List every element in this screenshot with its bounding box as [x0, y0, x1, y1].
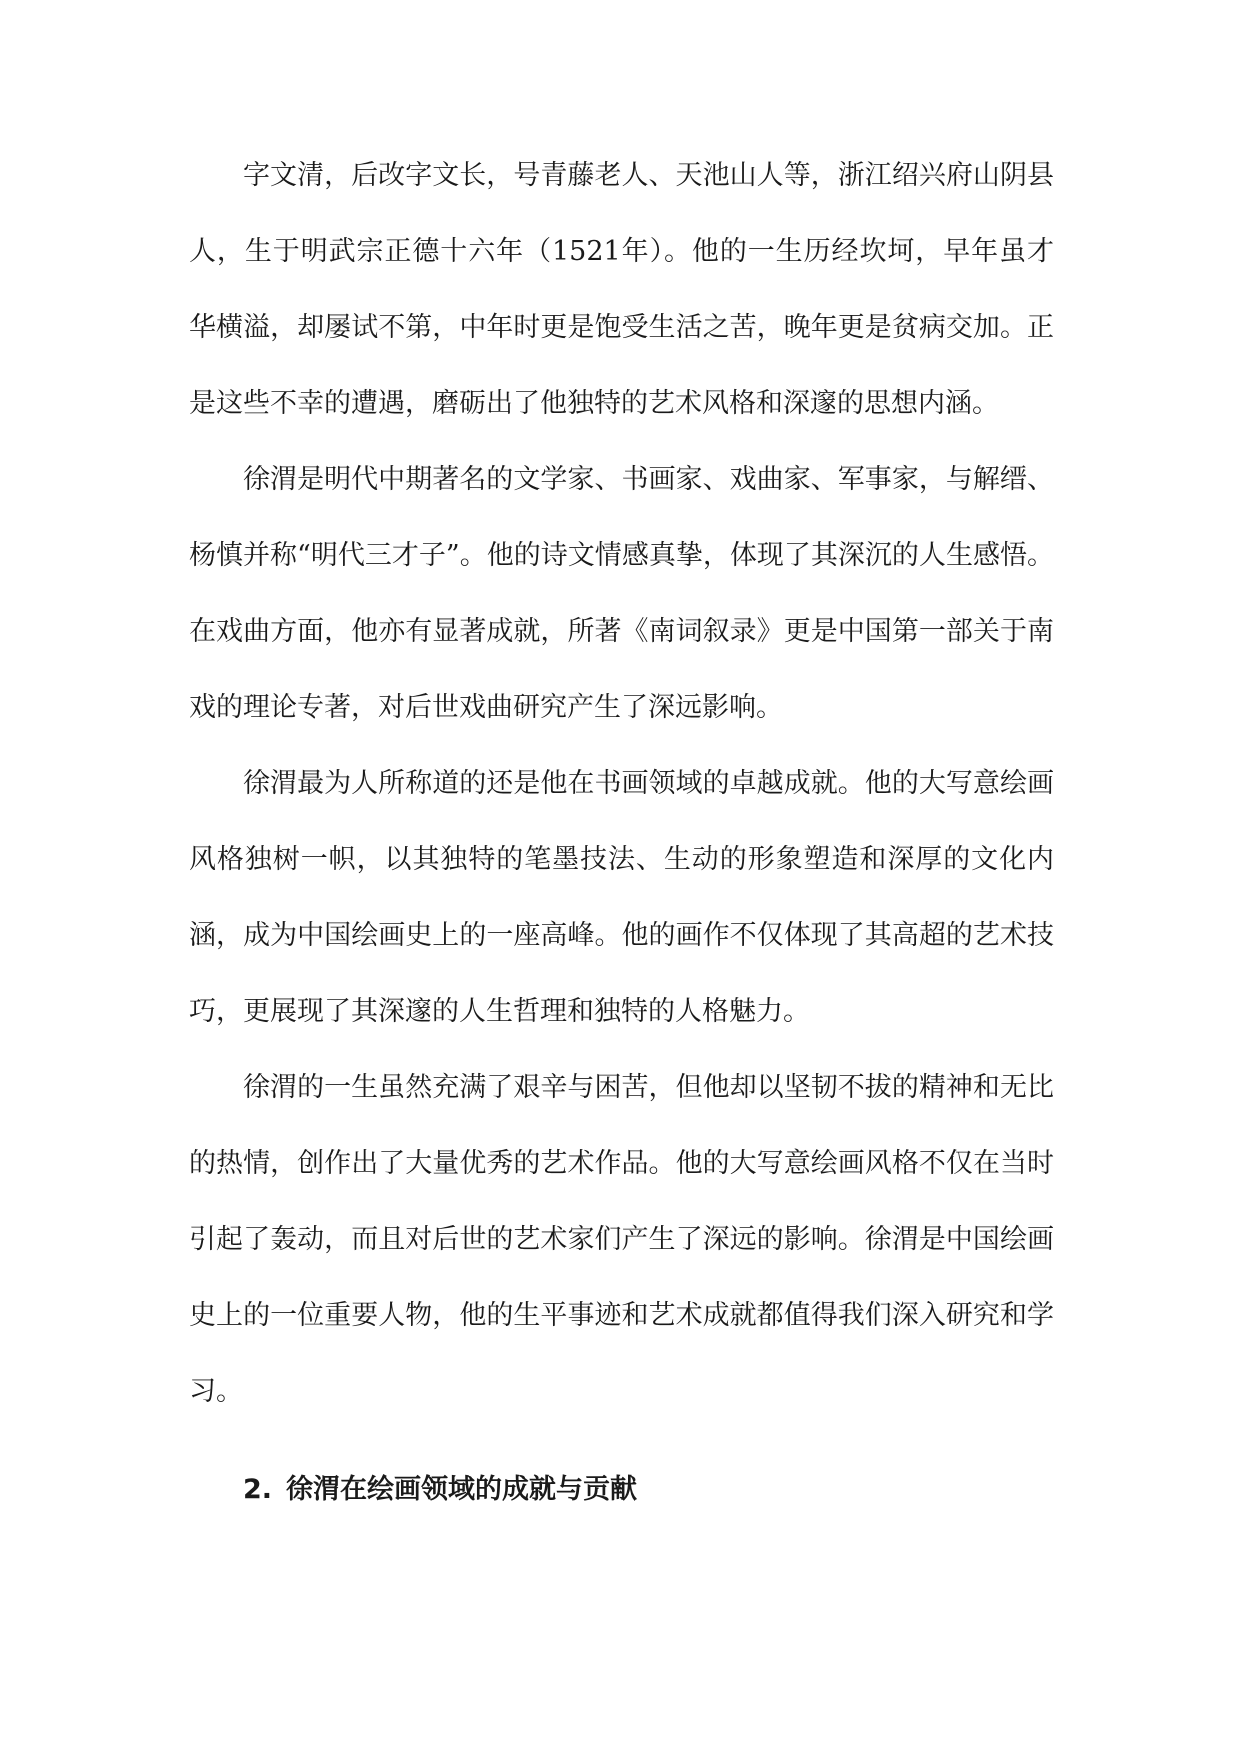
paragraph-biography: 字文清，后改字文长，号青藤老人、天池山人等，浙江绍兴府山阴县人，生于明武宗正德十六年（1521年）。他的一生历经坎坷，早年虽才华横溢，却屡试不第，中年时更是饱受生活之苦，晚年更是贫病交加。正是这些不幸的遭遇，磨砺出了他独特的艺术风格和深邃的思想内涵。 — [189, 160, 1054, 419]
paragraph-legacy: 徐渭的一生虽然充满了艰辛与困苦，但他却以坚韧不拔的精神和无比的热情，创作出了大量优秀的艺术作品。他的大写意绘画风格不仅在当时引起了轰动，而且对后世的艺术家们产生了深远的影响。徐渭是中国绘画史上的一位重要人物，他的生平事迹和艺术成就都值得我们深入研究和学习。 — [189, 1072, 1054, 1407]
paragraph-literary-achievements: 徐渭是明代中期著名的文学家、书画家、戏曲家、军事家，与解缙、杨慎并称“明代三才子”。他的诗文情感真挚，体现了其深沉的人生感悟。在戏曲方面，他亦有显著成就，所著《南词叙录》更是中国第一部关于南戏的理论专著，对后世戏曲研究产生了深远影响。 — [189, 464, 1054, 723]
paragraph-painting-achievements: 徐渭最为人所称道的还是他在书画领域的卓越成就。他的大写意绘画风格独树一帜，以其独特的笔墨技法、生动的形象塑造和深厚的文化内涵，成为中国绘画史上的一座高峰。他的画作不仅体现了其高超的艺术技巧，更展现了其深邃的人生哲理和独特的人格魅力。 — [189, 768, 1054, 1027]
section-number: 2. — [243, 1474, 273, 1505]
section-title: 徐渭在绘画领域的成就与贡献 — [286, 1474, 638, 1505]
section-heading — [189, 1452, 1054, 1528]
document-body — [189, 138, 1054, 1528]
